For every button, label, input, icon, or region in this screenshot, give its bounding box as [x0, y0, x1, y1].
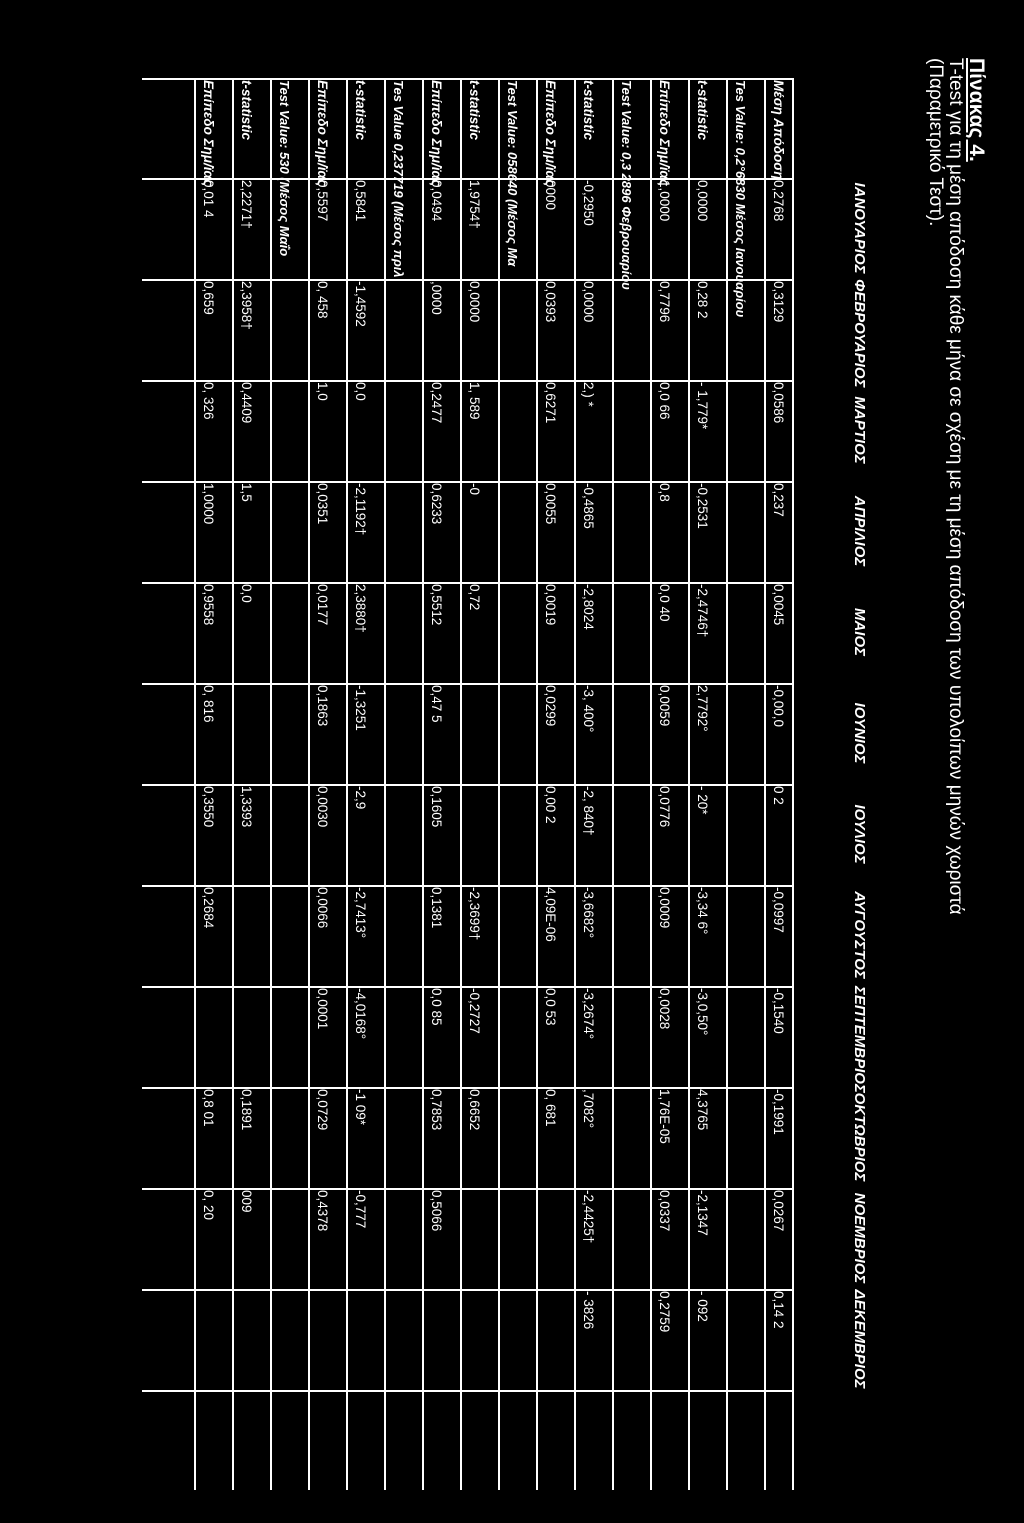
table-cell: - 1,779* [695, 382, 710, 430]
table-cell: -2,1347 [695, 1190, 710, 1236]
table-cell: 0,0000 [581, 281, 596, 323]
table-cell: 0,0028 [657, 988, 672, 1030]
table-cell: 0,0393 [543, 281, 558, 323]
table-cell: 0,0729 [315, 1089, 330, 1131]
table-cell: 0,0059 [657, 685, 672, 727]
table-cell: 1,76E-05 [657, 1089, 672, 1144]
table-cell: 0000 [543, 180, 558, 211]
table-cell: 2,7792° [695, 685, 710, 732]
table-cell: 0,0351 [315, 483, 330, 525]
row-label: t-statistic [467, 80, 482, 141]
table-cell: 2,) * [581, 382, 596, 407]
table-cell: 0,0494 [429, 180, 444, 222]
table-cell: 0,0066 [315, 887, 330, 929]
table-row-rule [764, 78, 766, 1490]
row-label: Επίπεδο Σημ/ϊας [543, 80, 558, 187]
table-cell: 0,0 53 [543, 988, 558, 1026]
row-label: t-statistic [581, 80, 596, 141]
section-test-value-label: Test Value: 0,3 2896 Φεβρουαρίου [619, 80, 634, 290]
ttest-table [142, 78, 868, 1490]
table-cell: 0,0000 [695, 180, 710, 222]
table-cell: -2,1192† [353, 483, 368, 536]
table-cell: 0,659 [201, 281, 216, 315]
table-cell: -3,0,50° [695, 988, 710, 1036]
table-cell: 0,8 01 [201, 1089, 216, 1127]
table-cell: 4,3765 [695, 1089, 710, 1131]
table-row-rule [726, 78, 728, 1490]
table-cell: 0, 816 [201, 685, 216, 723]
month-header: ΔΕΚΕΜΒΡΙΟΣ [851, 1289, 868, 1389]
table-cell: 0,0 40 [657, 584, 672, 622]
table-cell: 1,0000 [201, 483, 216, 525]
month-header: ΑΥΓΟΥΣΤΟΣ [851, 891, 868, 979]
month-header: ΟΚΤΩΒΡΙΟΣ [851, 1092, 868, 1182]
table-cell: 0,5841 [353, 180, 368, 222]
table-caption-line2: (Παραμετρικό Τεστ). [925, 58, 946, 227]
table-cell: 0,3129 [771, 281, 786, 323]
table-cell: 0,1863 [315, 685, 330, 727]
table-cell: 009 [239, 1190, 254, 1213]
month-header: ΣΕΠΤΕΜΒΡΙΟΣ [851, 986, 868, 1093]
table-cell: -0,4865 [581, 483, 596, 529]
table-cell: 0,00 2 [543, 786, 558, 824]
table-cell: 0,5597 [315, 180, 330, 222]
table-row-rule [232, 78, 234, 1490]
table-cell: 1,9754† [467, 180, 482, 229]
table-cell: -0,777 [353, 1190, 368, 1229]
section-test-value-label: Tes Value: 0,2°6830 Μέσος Ιανουαρίου [733, 80, 748, 318]
row-label: Επίπεδο Σημ/ϊας [657, 80, 672, 187]
table-cell: 0, 326 [201, 382, 216, 420]
month-header: ΦΕΒΡΟΥΑΡΙΟΣ [851, 279, 868, 388]
table-cell: -4,0168° [353, 988, 368, 1040]
table-cell: -0,2950 [581, 180, 596, 226]
table-cell: 0,0030 [315, 786, 330, 828]
table-cell: -3,34 6° [695, 887, 710, 935]
row-label: Μέση Απόδοση [771, 80, 786, 180]
table-cell: 0,9558 [201, 584, 216, 626]
table-cell: - 092 [695, 1291, 710, 1322]
table-row-rule [650, 78, 652, 1490]
table-cell: 0,237 [771, 483, 786, 517]
table-cell: 0,72 [467, 584, 482, 611]
table-cell: 0,5066 [429, 1190, 444, 1232]
table-row-rule [270, 78, 272, 1490]
table-cell: 0,0001 [315, 988, 330, 1030]
table-cell: 0,0299 [543, 685, 558, 727]
table-cell: 0,0 66 [657, 382, 672, 420]
table-cell: 0,6652 [467, 1089, 482, 1131]
table-cell: -0,1540 [771, 988, 786, 1034]
table-cell: -2,7413° [353, 887, 368, 939]
table-cell: 0,47 5 [429, 685, 444, 723]
table-cell: 0,2477 [429, 382, 444, 424]
table-cell: 1,0 [315, 382, 330, 401]
row-label: t-statistic [695, 80, 710, 141]
table-row-rule [792, 78, 794, 1490]
table-row-rule [308, 78, 310, 1490]
month-header: ΙΟΥΛΙΟΣ [851, 804, 868, 864]
table-cell: -2,8024 [581, 584, 596, 630]
table-cell: -2,4425† [581, 1190, 596, 1244]
table-cell: 0,1605 [429, 786, 444, 828]
table-row-rule [460, 78, 462, 1490]
table-row-rule [194, 78, 196, 1490]
table-cell: 4,09E-06 [543, 887, 558, 942]
table-cell: -0 [467, 483, 482, 496]
table-cell: 0,2684 [201, 887, 216, 929]
table-cell: 1,0000 [657, 180, 672, 222]
table-cell: 0,1891 [239, 1089, 254, 1131]
month-header: ΝΟΕΜΒΡΙΟΣ [851, 1192, 868, 1284]
month-header: ΙΟΥΝΙΟΣ [851, 702, 868, 764]
table-cell: -2,9 [353, 786, 368, 810]
table-cell: -3, 400° [581, 685, 596, 733]
table-row-rule [422, 78, 424, 1490]
month-header: ΜΑΡΤΙΟΣ [851, 396, 868, 464]
table-cell: 0,0 [239, 584, 254, 603]
table-cell: 0,28 2 [695, 281, 710, 319]
table-cell: 0, 681 [543, 1089, 558, 1127]
table-cell: -1,3251 [353, 685, 368, 731]
table-cell: -1,4592 [353, 281, 368, 327]
table-cell: 0,2759 [657, 1291, 672, 1333]
table-cell: 2,2271† [239, 180, 254, 229]
table-cell: -0,00,0 [771, 685, 786, 728]
table-cell: 0 2 [771, 786, 786, 805]
table-cell: 0,0267 [771, 1190, 786, 1232]
table-cell: 0,0337 [657, 1190, 672, 1232]
table-caption-line1: T-test για τη μέση απόδοση κάθε μήνα σε σχέση με τη μέση απόδοση των υπολοίπων μηνών χωριστά [945, 58, 966, 915]
row-label: t-statistic [353, 80, 368, 141]
table-row-rule [384, 78, 386, 1490]
table-cell: -0,1991 [771, 1089, 786, 1135]
table-column-rule [142, 1390, 794, 1392]
table-cell: 1,5 [239, 483, 254, 502]
table-cell: 0,7853 [429, 1089, 444, 1131]
table-caption-title: Πίνακας 4. [965, 58, 988, 162]
table-cell: ,7082° [581, 1089, 596, 1129]
table-cell: -1 09* [353, 1089, 368, 1126]
table-cell: 0,1381 [429, 887, 444, 929]
table-cell: 0, 458 [315, 281, 330, 319]
table-cell: -3,6682° [581, 887, 596, 939]
table-cell: 0,0 85 [429, 988, 444, 1026]
table-row-rule [498, 78, 500, 1490]
table-cell: 0,0776 [657, 786, 672, 828]
table-cell: 2,3958† [239, 281, 254, 330]
section-test-value-label: Tes Value 0,237719 (Μέσος πριλ [391, 80, 406, 278]
table-row-rule [536, 78, 538, 1490]
month-header: ΑΠΡΙΛΙΟΣ [851, 495, 868, 567]
row-label: Επίπεδο Σημ/ϊας [315, 80, 330, 187]
table-cell: 0,4409 [239, 382, 254, 424]
table-cell: ,0000 [429, 281, 444, 315]
table-cell: 0,4378 [315, 1190, 330, 1232]
table-cell: - 3826 [581, 1291, 596, 1330]
table-cell: 2,3880† [353, 584, 368, 633]
table-cell: 0,0055 [543, 483, 558, 525]
table-cell: 0,3550 [201, 786, 216, 828]
month-header: ΜΑΙΟΣ [851, 607, 868, 657]
table-cell: -0,2727 [467, 988, 482, 1034]
table-cell: - 20* [695, 786, 710, 815]
table-cell: -0,2531 [695, 483, 710, 529]
table-cell: 0,0009 [657, 887, 672, 929]
table-cell: 0,7796 [657, 281, 672, 323]
table-cell: -0,0997 [771, 887, 786, 933]
section-test-value-label: Test Value: 530 (Μέσος Μαΐο [277, 80, 292, 257]
table-cell: -2, 840† [581, 786, 596, 836]
table-row-rule [612, 78, 614, 1490]
table-cell: 0,0045 [771, 584, 786, 626]
table-cell: 0,0 [353, 382, 368, 401]
table-cell: -2,3699† [467, 887, 482, 941]
row-label: Επίπεδο Σημ/ϊας [201, 80, 216, 187]
table-cell: 0,0019 [543, 584, 558, 626]
table-cell: 1,3393 [239, 786, 254, 828]
table-cell: 0,0177 [315, 584, 330, 626]
table-cell: -3,2674° [581, 988, 596, 1040]
table-row-rule [346, 78, 348, 1490]
month-header: ΙΑΝΟΥΑΡΙΟΣ [851, 182, 868, 274]
row-label: Επίπεδο Σημ/ϊας [429, 80, 444, 187]
table-cell: 0,8 [657, 483, 672, 502]
table-cell: 0, 20 [201, 1190, 216, 1221]
table-cell: 0,14 2 [771, 1291, 786, 1329]
table-row-rule [688, 78, 690, 1490]
table-cell: 1, 589 [467, 382, 482, 420]
row-label: t-statistic [239, 80, 254, 141]
table-cell: -2,4746† [695, 584, 710, 638]
table-cell: 0,2768 [771, 180, 786, 222]
table-cell: 0,6233 [429, 483, 444, 525]
table-cell: 0,0000 [467, 281, 482, 323]
table-cell: 0,01 4 [201, 180, 216, 218]
table-cell: 0,0586 [771, 382, 786, 424]
section-test-value-label: Test Value: 058640 (Μέσος Μα [505, 80, 520, 267]
table-cell: 0,5512 [429, 584, 444, 626]
table-row-rule [574, 78, 576, 1490]
table-cell: 0,6271 [543, 382, 558, 424]
